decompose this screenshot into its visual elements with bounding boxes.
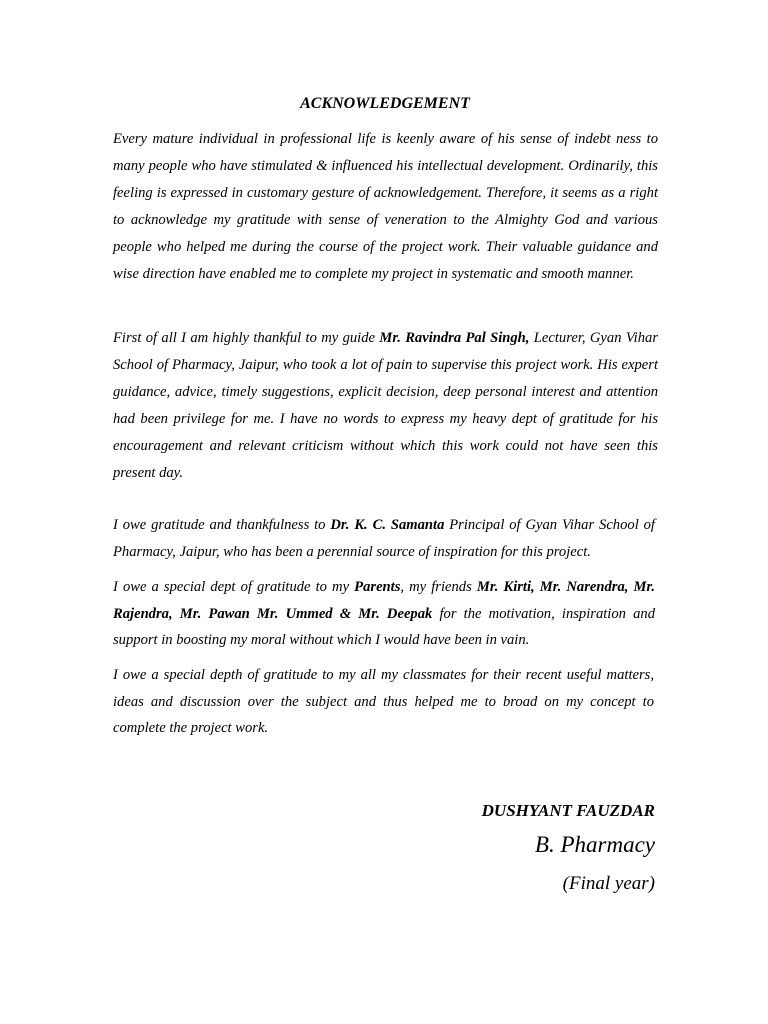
parents-label: Parents: [354, 579, 401, 595]
guide-name: Mr. Ravindra Pal Singh,: [379, 330, 530, 346]
paragraph-guide-text-after: Lecturer, Gyan Vihar School of Pharmacy, Jaipur, who took a lot of pain to supervise this project work. His expert guidance, advice, timely suggestions, explicit decision, deep personal interest and attention had been privilege for me. I have no words to express my heavy dept of gratitude for his encouragement and relevant criticism without which this work could not have seen this present day.: [113, 330, 658, 481]
paragraph-guide-text-before: First of all I am highly thankful to my guide: [113, 330, 380, 346]
paragraph-principal: [113, 512, 655, 566]
signature-name: DUSHYANT FAUZDAR: [481, 801, 655, 820]
paragraph-classmates: I owe a special depth of gratitude to my all my classmates for their recent useful matters, ideas and discussion over the subject and thus helped me to broad on my concept to complete the project work.: [113, 667, 654, 736]
paragraph-family-text-before: I owe a special dept of gratitude to my: [113, 579, 355, 595]
principal-name: Dr. K. C. Samanta: [330, 517, 445, 533]
paragraph-family-text-middle: , my friends: [400, 579, 477, 595]
friends-names: Mr. Kirti, Mr. Narendra, Mr. Rajendra, Mr. Pawan Mr. Ummed & Mr. Deepak: [113, 579, 655, 622]
paragraph-principal-text-before: I owe gratitude and thankfulness to: [113, 517, 331, 533]
paragraph-family-friends: [113, 574, 655, 654]
paragraph-family-text-after: for the motivation, inspiration and support in boosting my moral without which I would have been in vain.: [113, 605, 656, 648]
signature-degree: B. Pharmacy: [534, 832, 655, 857]
paragraph-principal-text-after: Principal of Gyan Vihar School of Pharmacy, Jaipur, who has been a perennial source of inspiration for this project.: [113, 517, 655, 560]
signature-year: (Final year): [562, 873, 655, 894]
page-title: ACKNOWLEDGEMENT: [300, 95, 470, 112]
paragraph-intro: Every mature individual in professional life is keenly aware of his sense of indebt ness to many people who have stimulated & influenced his intellectual development. Ordinarily, this feeling is expressed in customary gesture of acknowledgement. Therefore, it seems as a right to acknowledge my gratitude with sense of veneration to the Almighty God and various people who helped me during the course of the project work. Their valuable guidance and wise direction have enabled me to complete my project in systematic and smooth manner.: [113, 131, 658, 282]
paragraph-guide: [113, 325, 658, 487]
